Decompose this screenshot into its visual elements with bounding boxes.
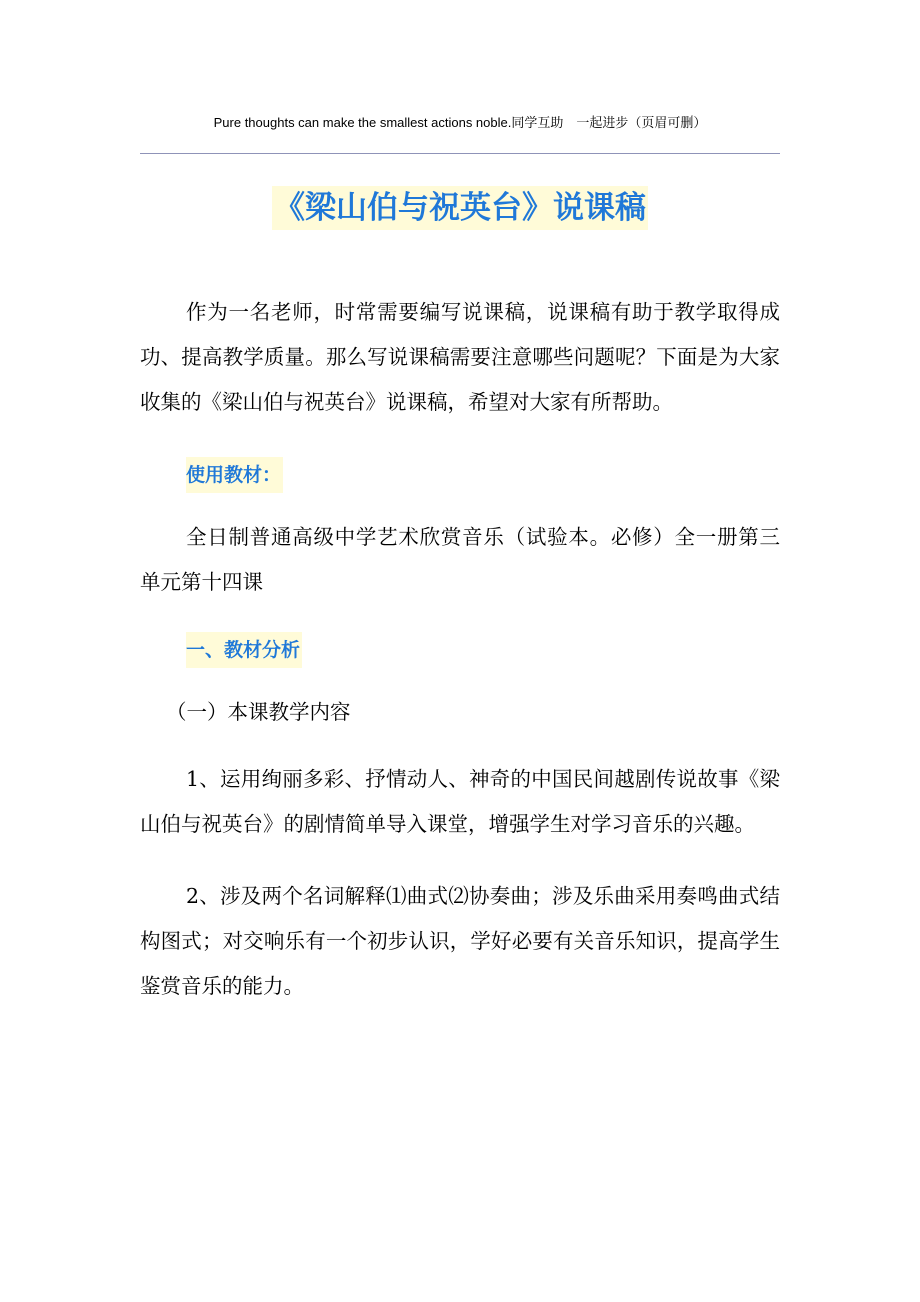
page-header: Pure thoughts can make the smallest actions noble.同学互助 一起进步（页眉可删） [213,115,707,130]
document-body [140,290,780,1036]
section-heading-analysis-text: 一、教材分析 [186,632,302,668]
title-container [0,186,920,230]
header-divider [140,153,780,154]
subsection-heading-content: （一）本课教学内容 [166,700,351,724]
list-item-2: 2、涉及两个名词解释⑴曲式⑵协奏曲；涉及乐曲采用奏鸣曲式结构图式；对交响乐有一个初步认识，学好必要有关音乐知识，提高学生鉴赏音乐的能力。 [140,884,780,998]
document-title: 《梁山伯与祝英台》说课稿 [272,186,648,230]
section-heading-analysis [140,627,780,672]
material-heading-text: 使用教材： [186,457,283,493]
material-paragraph: 全日制普通高级中学艺术欣赏音乐（试验本。必修）全一册第三单元第十四课 [140,525,780,594]
material-heading [140,452,780,497]
intro-paragraph: 作为一名老师，时常需要编写说课稿，说课稿有助于教学取得成功、提高教学质量。那么写说课稿需要注意哪些问题呢？下面是为大家收集的《梁山伯与祝英台》说课稿，希望对大家有所帮助。 [140,300,780,414]
list-item-1: 1、运用绚丽多彩、抒情动人、神奇的中国民间越剧传说故事《梁山伯与祝英台》的剧情简单导入课堂，增强学生对学习音乐的兴趣。 [140,767,780,836]
